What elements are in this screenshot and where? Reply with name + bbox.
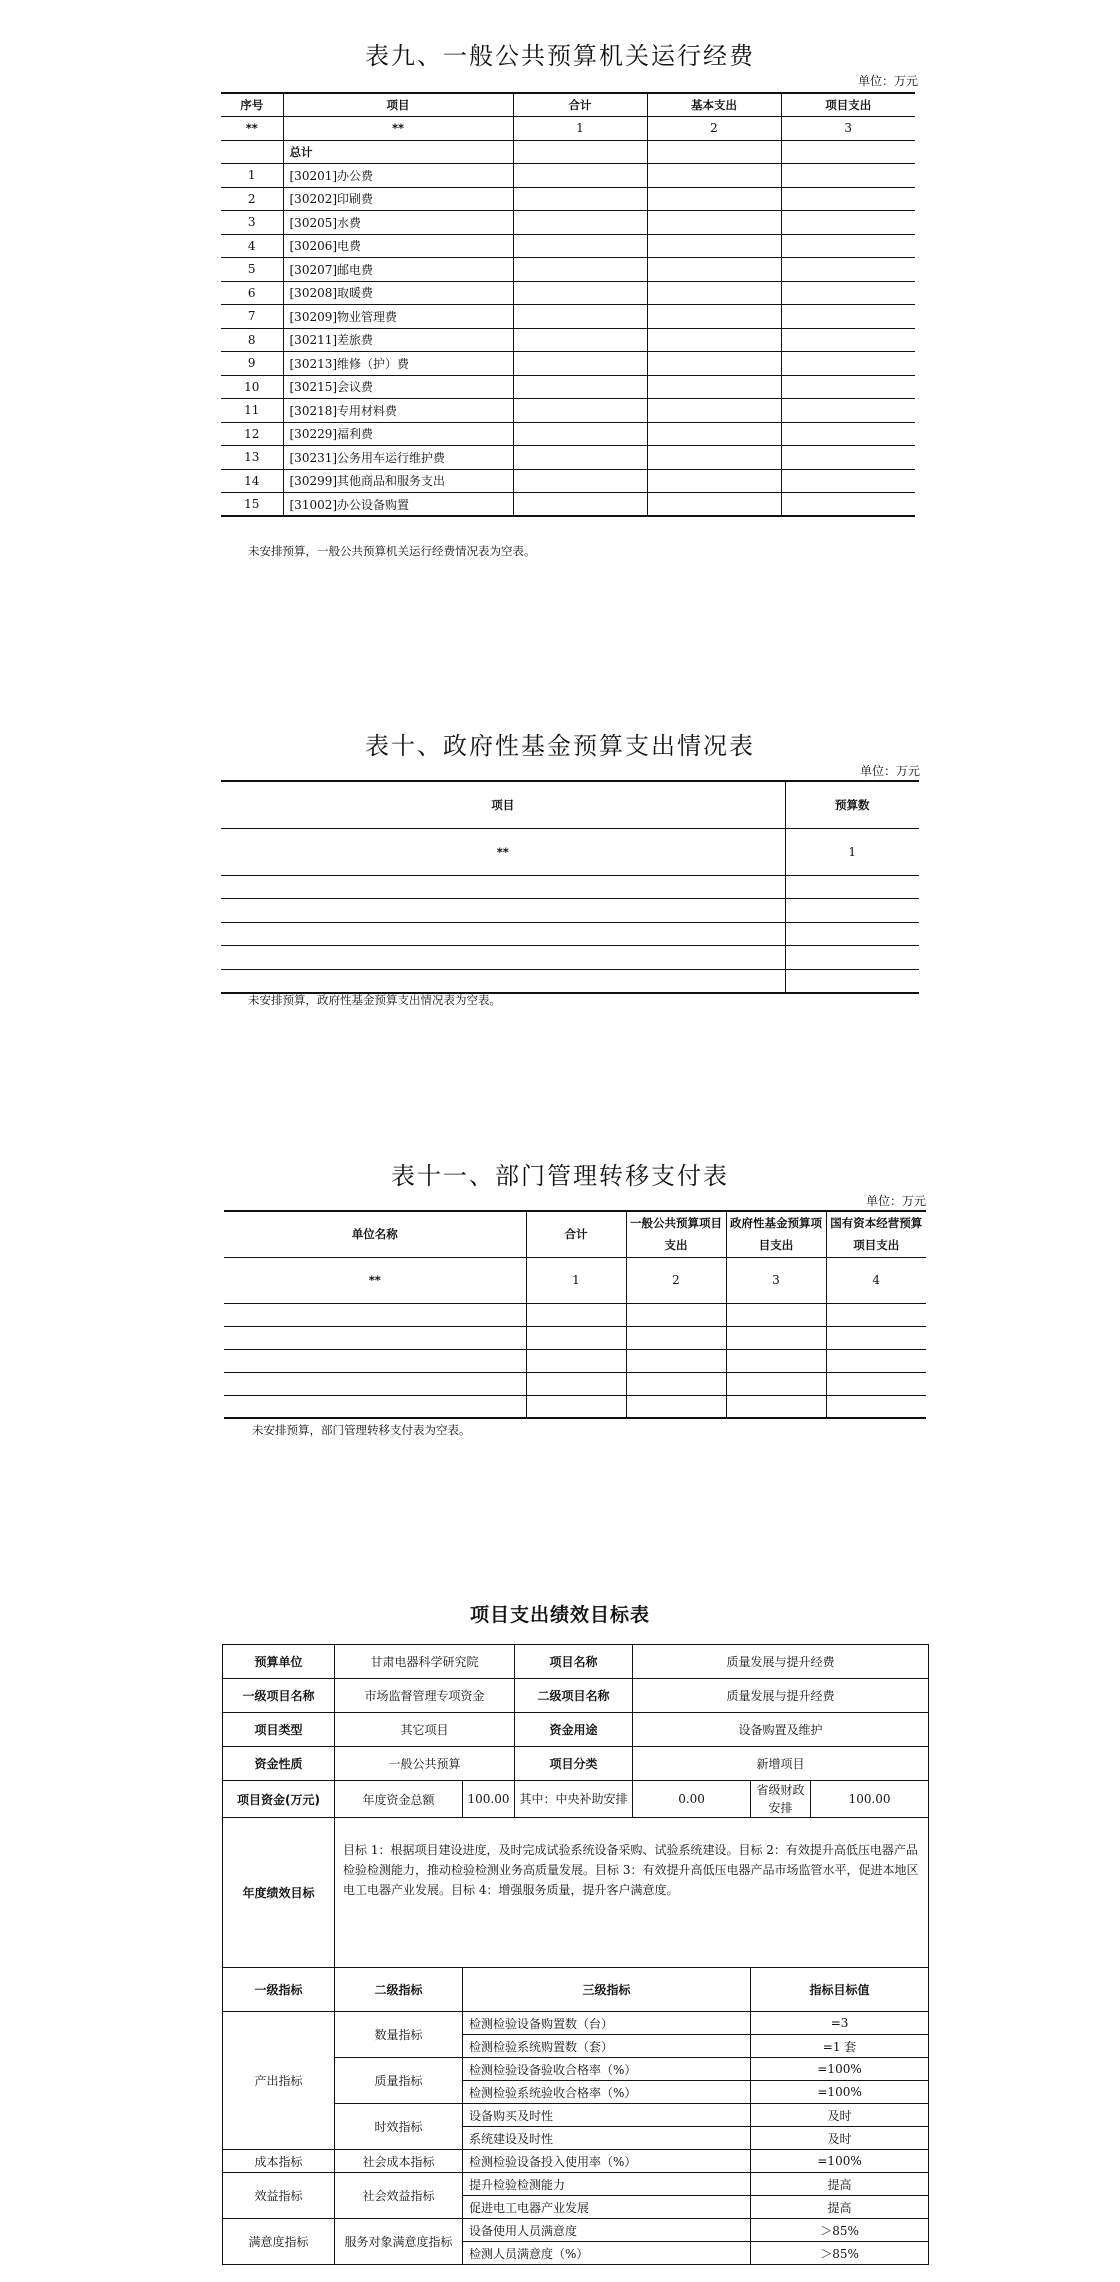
table-row (221, 922, 919, 946)
header-cell: 合计 (513, 93, 647, 117)
row-item: [30231]公务用车运行维护费 (283, 446, 513, 470)
header-cell: 政府性基金预算项目支出 (726, 1211, 826, 1257)
table-row (224, 1349, 926, 1372)
total-row (221, 140, 915, 164)
table-row (221, 187, 915, 211)
row-number: 15 (221, 493, 283, 517)
header-cell: 指标目标值 (751, 1968, 929, 2012)
amount-cell (647, 422, 781, 446)
header-cell: 单位名称 (224, 1211, 526, 1257)
amount-cell (781, 399, 915, 423)
target-cell: =100% (751, 2150, 929, 2173)
row-number: 2 (221, 187, 283, 211)
table11-note: 未安排预算，部门管理转移支付表为空表。 (252, 1423, 471, 1437)
code-cell: 3 (726, 1257, 826, 1303)
amount-cell (647, 446, 781, 470)
row-number: 11 (221, 399, 283, 423)
table10-unit: 单位：万元 (860, 764, 921, 778)
level1-cell: 效益指标 (223, 2173, 335, 2219)
level3-cell: 设备购买及时性 (463, 2104, 751, 2127)
amount-cell (781, 281, 915, 305)
level2-cell: 质量指标 (335, 2058, 463, 2104)
table10-title: 表十、政府性基金预算支出情况表 (365, 732, 755, 760)
amount-cell (781, 234, 915, 258)
level3-cell: 检测人员满意度（%） (463, 2242, 751, 2265)
amount-cell (781, 328, 915, 352)
row-item: [30299]其他商品和服务支出 (283, 469, 513, 493)
amount-cell (647, 352, 781, 376)
table-row (221, 328, 915, 352)
amount-cell (647, 258, 781, 282)
row-number: 10 (221, 375, 283, 399)
row-number: 12 (221, 422, 283, 446)
label-cell: 项目名称 (515, 1645, 633, 1679)
amount-cell (513, 234, 647, 258)
table-row (221, 234, 915, 258)
code-cell: 2 (626, 1257, 726, 1303)
label-cell: 一级项目名称 (223, 1679, 335, 1713)
level1-cell: 产出指标 (223, 2012, 335, 2150)
total-label: 总计 (283, 140, 513, 164)
table10-note: 未安排预算，政府性基金预算支出情况表为空表。 (248, 993, 501, 1007)
row-number: 4 (221, 234, 283, 258)
table-row (221, 946, 919, 970)
code-cell: 1 (513, 117, 647, 141)
level3-cell: 检测检验设备投入使用率（%） (463, 2150, 751, 2173)
label-cell: 年度资金总额 (335, 1781, 463, 1818)
level2-cell: 数量指标 (335, 2012, 463, 2058)
amount-cell (647, 469, 781, 493)
table-row (221, 281, 915, 305)
row-number: 9 (221, 352, 283, 376)
table-row (221, 305, 915, 329)
level1-cell: 成本指标 (223, 2150, 335, 2173)
amount-cell (513, 352, 647, 376)
target-cell: 及时 (751, 2104, 929, 2127)
target-cell: =3 (751, 2012, 929, 2035)
row-number: 14 (221, 469, 283, 493)
amount-cell (781, 422, 915, 446)
level1-cell: 满意度指标 (223, 2219, 335, 2265)
table-row (221, 446, 915, 470)
label-cell: 其中：中央补助安排 (515, 1781, 633, 1818)
row-item: [30229]福利费 (283, 422, 513, 446)
header-cell: 项目 (221, 781, 785, 828)
amount-cell (647, 211, 781, 235)
perf-table (222, 1644, 929, 2265)
table11 (224, 1210, 926, 1419)
table-row (224, 1303, 926, 1326)
amount-cell (647, 281, 781, 305)
code-cell: ** (283, 117, 513, 141)
table-row (221, 422, 915, 446)
table-row (221, 469, 915, 493)
target-cell: ＞85% (751, 2219, 929, 2242)
value-cell: 设备购置及维护 (633, 1713, 929, 1747)
table-row (221, 899, 919, 923)
table9 (221, 92, 915, 517)
level3-cell: 检测检验设备购置数（台） (463, 2012, 751, 2035)
table11-title: 表十一、部门管理转移支付表 (391, 1162, 729, 1190)
amount-cell (513, 328, 647, 352)
level2-cell: 社会成本指标 (335, 2150, 463, 2173)
row-item: [30207]邮电费 (283, 258, 513, 282)
row-item: [30202]印刷费 (283, 187, 513, 211)
value-cell: 市场监督管理专项资金 (335, 1679, 515, 1713)
table-row (221, 399, 915, 423)
code-cell: ** (224, 1257, 526, 1303)
amount-cell (513, 375, 647, 399)
label-cell: 项目类型 (223, 1713, 335, 1747)
amount-cell (513, 258, 647, 282)
row-number: 5 (221, 258, 283, 282)
code-cell: 1 (785, 828, 919, 875)
code-cell: 3 (781, 117, 915, 141)
header-cell: 预算数 (785, 781, 919, 828)
level3-cell: 检测检验系统购置数（套） (463, 2035, 751, 2058)
table-row (221, 493, 915, 517)
table-row (221, 375, 915, 399)
row-item: [30201]办公费 (283, 164, 513, 188)
target-cell: 及时 (751, 2127, 929, 2150)
code-cell: 4 (826, 1257, 926, 1303)
level3-cell: 检测检验设备验收合格率（%） (463, 2058, 751, 2081)
table-row (221, 352, 915, 376)
amount-cell (647, 328, 781, 352)
table11-unit: 单位：万元 (866, 1194, 927, 1208)
code-cell: ** (221, 117, 283, 141)
code-cell: 2 (647, 117, 781, 141)
amount-cell (781, 375, 915, 399)
table-row (224, 1372, 926, 1395)
level3-cell: 促进电工电器产业发展 (463, 2196, 751, 2219)
row-number: 8 (221, 328, 283, 352)
value-cell: 100.00 (463, 1781, 515, 1818)
row-item: [30211]差旅费 (283, 328, 513, 352)
table-row (221, 211, 915, 235)
amount-cell (781, 493, 915, 517)
amount-cell (513, 164, 647, 188)
amount-cell (513, 422, 647, 446)
value-cell: 100.00 (811, 1781, 929, 1818)
value-cell: 质量发展与提升经费 (633, 1679, 929, 1713)
value-cell: 一般公共预算 (335, 1747, 515, 1781)
amount-cell (781, 164, 915, 188)
level3-cell: 检测检验系统验收合格率（%） (463, 2081, 751, 2104)
target-cell: =100% (751, 2058, 929, 2081)
label-cell: 项目分类 (515, 1747, 633, 1781)
annual-goal-text: 目标 1：根据项目建设进度，及时完成试验系统设备采购、试验系统建设。目标 2：有效提升高低压电器产品检验检测能力，推动检验检测业务高质量发展。目标 3：有效提升高低压电器产品市场监管水平，促进本地区电工电器产业发展。目标 4：增强服务质量，提升客户满意度。 (335, 1818, 929, 1968)
value-cell: 新增项目 (633, 1747, 929, 1781)
amount-cell (513, 187, 647, 211)
header-cell: 一级指标 (223, 1968, 335, 2012)
target-cell: =1 套 (751, 2035, 929, 2058)
amount-cell (647, 493, 781, 517)
target-cell: 提高 (751, 2173, 929, 2196)
value-cell: 甘肃电器科学研究院 (335, 1645, 515, 1679)
amount-cell (513, 281, 647, 305)
table-row (221, 875, 919, 899)
amount-cell (513, 493, 647, 517)
row-item: [30206]电费 (283, 234, 513, 258)
label-cell: 项目资金(万元) (223, 1781, 335, 1818)
table-row (221, 969, 919, 993)
table10 (221, 780, 919, 994)
table-row (221, 258, 915, 282)
table9-note: 未安排预算，一般公共预算机关运行经费情况表为空表。 (248, 544, 536, 558)
row-item: [30218]专用材料费 (283, 399, 513, 423)
label-cell: 预算单位 (223, 1645, 335, 1679)
header-cell: 国有资本经营预算项目支出 (826, 1211, 926, 1257)
row-number: 1 (221, 164, 283, 188)
table-row (224, 1395, 926, 1418)
amount-cell (781, 305, 915, 329)
amount-cell (647, 399, 781, 423)
header-cell: 序号 (221, 93, 283, 117)
amount-cell (781, 187, 915, 211)
label-cell: 资金用途 (515, 1713, 633, 1747)
header-cell: 合计 (526, 1211, 626, 1257)
row-item: [30213]维修（护）费 (283, 352, 513, 376)
perf-title: 项目支出绩效目标表 (469, 1604, 650, 1626)
amount-cell (513, 211, 647, 235)
amount-cell (647, 375, 781, 399)
amount-cell (647, 305, 781, 329)
row-number: 13 (221, 446, 283, 470)
amount-cell (513, 469, 647, 493)
row-item: [30205]水费 (283, 211, 513, 235)
level2-cell: 社会效益指标 (335, 2173, 463, 2219)
target-cell: ＞85% (751, 2242, 929, 2265)
header-cell: 一般公共预算项目支出 (626, 1211, 726, 1257)
header-cell: 基本支出 (647, 93, 781, 117)
row-item: [30208]取暖费 (283, 281, 513, 305)
label-cell: 资金性质 (223, 1747, 335, 1781)
code-cell: 1 (526, 1257, 626, 1303)
level2-cell: 时效指标 (335, 2104, 463, 2150)
amount-cell (781, 211, 915, 235)
table9-unit: 单位：万元 (858, 74, 919, 88)
header-cell: 项目 (283, 93, 513, 117)
amount-cell (781, 469, 915, 493)
level3-cell: 系统建设及时性 (463, 2127, 751, 2150)
code-cell: ** (221, 828, 785, 875)
value-cell: 质量发展与提升经费 (633, 1645, 929, 1679)
row-item: [30209]物业管理费 (283, 305, 513, 329)
amount-cell (647, 234, 781, 258)
target-cell: =100% (751, 2081, 929, 2104)
table9-body (221, 164, 915, 517)
target-cell: 提高 (751, 2196, 929, 2219)
header-cell: 三级指标 (463, 1968, 751, 2012)
row-number: 6 (221, 281, 283, 305)
label-cell: 年度绩效目标 (223, 1818, 335, 1968)
table-row (224, 1326, 926, 1349)
amount-cell (513, 446, 647, 470)
amount-cell (647, 164, 781, 188)
row-number: 7 (221, 305, 283, 329)
value-cell: 其它项目 (335, 1713, 515, 1747)
row-number: 3 (221, 211, 283, 235)
header-cell: 二级指标 (335, 1968, 463, 2012)
level2-cell: 服务对象满意度指标 (335, 2219, 463, 2265)
table9-title: 表九、一般公共预算机关运行经费 (365, 42, 755, 70)
label-cell: 二级项目名称 (515, 1679, 633, 1713)
table-row (221, 164, 915, 188)
row-item: [30215]会议费 (283, 375, 513, 399)
amount-cell (781, 352, 915, 376)
level3-cell: 设备使用人员满意度 (463, 2219, 751, 2242)
amount-cell (513, 305, 647, 329)
amount-cell (781, 446, 915, 470)
value-cell: 0.00 (633, 1781, 751, 1818)
amount-cell (513, 399, 647, 423)
label-cell: 省级财政安排 (751, 1781, 811, 1818)
level3-cell: 提升检验检测能力 (463, 2173, 751, 2196)
amount-cell (647, 187, 781, 211)
amount-cell (781, 258, 915, 282)
header-cell: 项目支出 (781, 93, 915, 117)
row-item: [31002]办公设备购置 (283, 493, 513, 517)
